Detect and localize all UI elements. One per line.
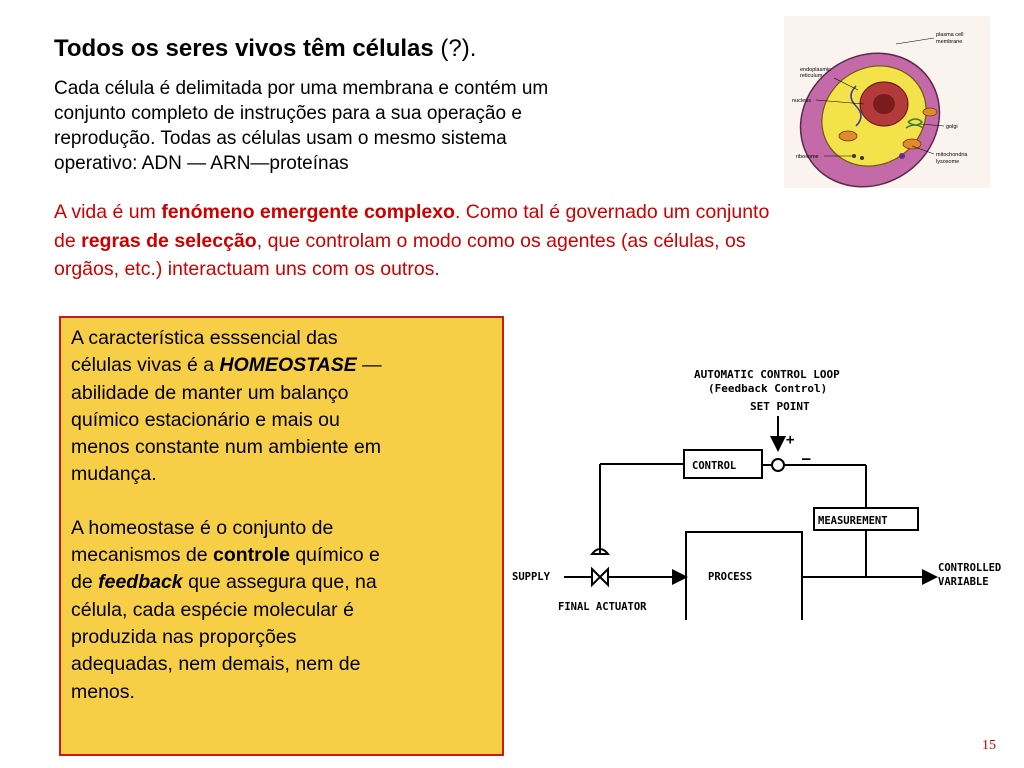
lysosome-dot: [899, 153, 905, 159]
slide-title-rest: (?).: [433, 35, 477, 62]
process-label: PROCESS: [708, 571, 753, 583]
box-text: —: [356, 354, 382, 377]
mitochondria-shape: [839, 131, 857, 141]
intro-line: Cada célula é delimitada por uma membrana e contém um: [54, 78, 549, 99]
box-line: abilidade de manter um balanço: [71, 381, 349, 404]
ribosome-dot: [852, 154, 856, 158]
intro-paragraph: [54, 76, 744, 176]
diagram-title-2: (Feedback Control): [708, 382, 828, 395]
label-golgi: golgi: [946, 124, 958, 130]
label-membrane-2: membrane: [936, 39, 963, 45]
control-label: CONTROL: [692, 460, 737, 472]
box-line: produzida nas proporções: [71, 625, 297, 648]
setpoint-label: SET POINT: [750, 400, 810, 413]
cell-illustration: [784, 16, 990, 188]
leader-membrane: [896, 38, 934, 44]
box-line: menos.: [71, 680, 135, 703]
red-line-1: [54, 198, 1004, 227]
red-text: , que controlam o modo como os agentes (as células, os: [256, 229, 746, 252]
red-line-3: orgãos, etc.) interactuam uns com os outros.: [54, 258, 440, 280]
intro-line: conjunto completo de instruções para a sua operação e: [54, 103, 522, 124]
label-nucleus: nucleus: [792, 98, 811, 104]
red-text: A vida é um: [54, 201, 162, 223]
box-line: [71, 569, 492, 596]
label-er-2: reticulum: [800, 73, 823, 79]
mitochondria-shape: [923, 108, 937, 116]
measurement-label: MEASUREMENT: [818, 515, 888, 527]
ribosome-dot: [860, 156, 864, 160]
box-line: A característica esssencial das: [71, 327, 338, 349]
label-er-1: endoplasmic: [800, 67, 831, 73]
paragraph-gap: [71, 489, 492, 515]
nucleolus-shape: [873, 94, 895, 114]
box-line: menos constante num ambiente em: [71, 436, 382, 459]
label-membrane-1: plasma cell: [936, 32, 964, 38]
controlled-label-1: CONTROLLED: [938, 562, 1002, 574]
feedback-term: feedback: [98, 571, 183, 594]
red-emphasis: regras de selecção: [81, 229, 257, 252]
emergent-paragraph: [54, 198, 1004, 284]
box-line: célula, cada espécie molecular é: [71, 598, 354, 621]
supply-label: SUPPLY: [512, 571, 550, 583]
box-text: químico e: [289, 544, 380, 567]
red-emphasis: fenómeno emergente complexo: [161, 201, 455, 223]
diagram-title-1: AUTOMATIC CONTROL LOOP: [694, 368, 840, 381]
diagram-titles: [694, 368, 840, 413]
plus-sign: +: [786, 432, 795, 448]
label-lysosome: lysosome: [936, 159, 960, 165]
red-text: . Como tal é governado um conjunto: [454, 201, 770, 223]
controle-term: controle: [212, 544, 290, 567]
box-text: células vivas é a: [71, 354, 220, 377]
box-line: químico estacionário e mais ou: [71, 408, 340, 431]
slide-title: [54, 34, 476, 64]
mitochondria-shape: [903, 139, 921, 149]
control-loop-svg: [508, 358, 1024, 620]
box-text: mecanismos de: [71, 544, 213, 567]
box-line: [71, 542, 492, 569]
box-line: mudança.: [71, 463, 157, 486]
intro-line: operativo: ADN — ARN—proteínas: [54, 153, 349, 174]
homeostase-term: HOMEOSTASE: [219, 354, 357, 377]
homeostasis-box: [59, 316, 504, 756]
page-number: 15: [982, 738, 996, 753]
box-line: adequadas, nem demais, nem de: [71, 653, 361, 676]
intro-line: reprodução. Todas as células usam o mesmo sistema: [54, 128, 507, 149]
diagram-labels: [512, 432, 1001, 613]
valve-icon: [592, 569, 608, 585]
slide-title-bold: Todos os seres vivos têm células: [54, 35, 434, 62]
label-ribosome: ribosome: [796, 154, 819, 160]
label-mito: mitochondria: [936, 152, 968, 158]
cell-diagram-svg: [784, 16, 990, 188]
box-line: [71, 352, 492, 379]
box-text: que assegura que, na: [182, 571, 377, 594]
box-line: A homeostase é o conjunto de: [71, 516, 334, 539]
red-line-2: [54, 227, 1004, 256]
minus-sign: –: [802, 451, 811, 467]
box-text: de: [71, 571, 99, 594]
control-loop-diagram: [508, 358, 1024, 620]
summing-junction: [772, 459, 784, 471]
controlled-label-2: VARIABLE: [938, 576, 989, 588]
red-text: de: [54, 229, 82, 252]
actuator-label: FINAL ACTUATOR: [558, 601, 647, 613]
